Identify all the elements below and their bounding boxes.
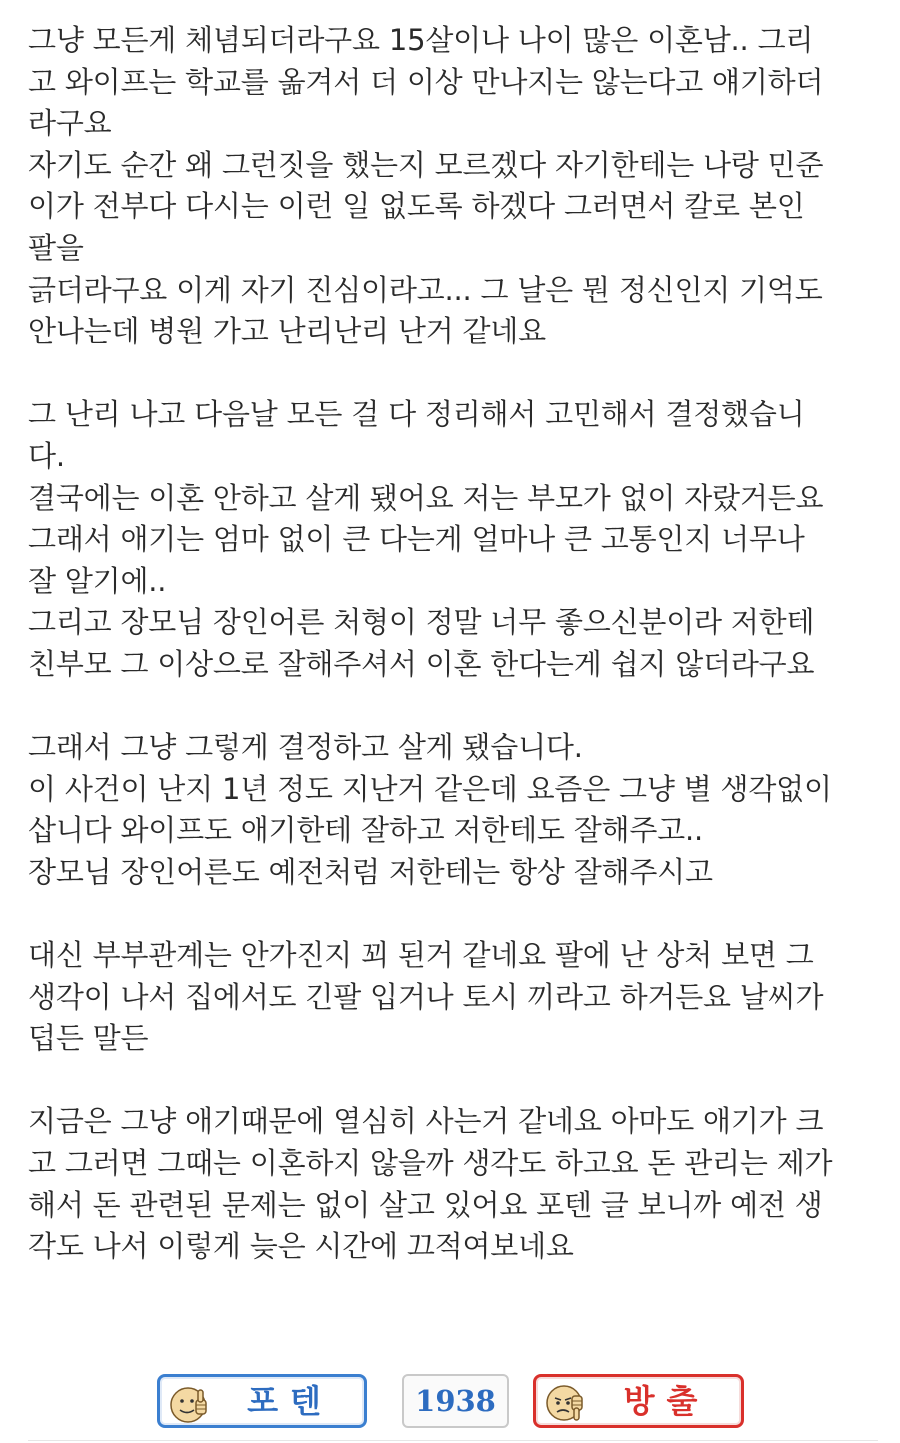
article-line: 그리고 장모님 장인어른 처형이 정말 너무 좋으신분이라 저한테 <box>28 605 815 640</box>
article-body <box>28 20 878 1268</box>
article-line: 그래서 그냥 그렇게 결정하고 살게 됐습니다. <box>28 730 583 765</box>
article-line: 다. <box>28 438 65 473</box>
article-line: 그 난리 나고 다음날 모든 걸 다 정리해서 고민해서 결정했습니 <box>28 397 805 432</box>
article-line: 생각이 나서 집에서도 긴팔 입거나 토시 끼라고 하거든요 날씨가 <box>28 979 824 1014</box>
article-line: 그냥 모든게 체념되더라구요 15살이나 나이 많은 이혼남.. 그리 <box>28 23 814 57</box>
article-line: 긁더라구요 이게 자기 진심이라고... 그 날은 뭔 정신인지 기억도 <box>28 272 823 307</box>
recommend-button[interactable] <box>157 1374 367 1428</box>
recommend-label: 포텐 <box>247 1382 333 1420</box>
vote-bar <box>0 1374 900 1434</box>
article-line: 해서 돈 관련된 문제는 없이 살고 있어요 포텐 글 보니까 예전 생 <box>28 1187 823 1222</box>
article-line: 고 그러면 그때는 이혼하지 않을까 생각도 하고요 돈 관리는 제가 <box>28 1146 833 1181</box>
report-label: 방출 <box>623 1382 710 1420</box>
thumbs-down-face-icon <box>544 1382 588 1426</box>
article-line: 삽니다 와이프도 애기한테 잘하고 저한테도 잘해주고.. <box>28 813 704 848</box>
paragraph-break <box>28 1060 878 1102</box>
article-line: 장모님 장인어른도 예전처럼 저한테는 항상 잘해주시고 <box>28 854 713 889</box>
article-line: 결국에는 이혼 안하고 살게 됐어요 저는 부모가 없이 자랐거든요 <box>28 480 824 515</box>
article-line: 지금은 그냥 애기때문에 열심히 사는거 같네요 아마도 애기가 크 <box>28 1104 824 1139</box>
divider <box>28 1440 878 1441</box>
article-line: 팔을 <box>28 230 84 265</box>
article-line: 고 와이프는 학교를 옮겨서 더 이상 만나지는 않는다고 얘기하더 <box>28 64 824 99</box>
article-line: 각도 나서 이렇게 늦은 시간에 끄적여보네요 <box>28 1229 574 1264</box>
paragraph-break <box>28 686 878 728</box>
article-line: 그래서 애기는 엄마 없이 큰 다는게 얼마나 큰 고통인지 너무나 <box>28 522 805 557</box>
article-line: 덥든 말든 <box>28 1021 149 1056</box>
report-button[interactable] <box>533 1374 744 1428</box>
article-line: 이 사건이 난지 1년 정도 지난거 같은데 요즘은 그냥 별 생각없이 <box>28 771 832 806</box>
article-line: 자기도 순간 왜 그런짓을 했는지 모르겠다 자기한테는 나랑 민준 <box>28 147 824 182</box>
paragraph-break <box>28 893 878 935</box>
thumbs-up-face-icon <box>168 1382 212 1426</box>
vote-count: 1938 <box>402 1374 509 1428</box>
article-line: 이가 전부다 다시는 이런 일 없도록 하겠다 그러면서 칼로 본인 <box>28 189 805 224</box>
article-line: 대신 부부관계는 안가진지 꾀 된거 같네요 팔에 난 상처 보면 그 <box>28 938 814 973</box>
article-line: 잘 알기에.. <box>28 563 167 598</box>
article-line: 친부모 그 이상으로 잘해주셔서 이혼 한다는게 쉽지 않더라구요 <box>28 646 815 681</box>
article-line: 안나는데 병원 가고 난리난리 난거 같네요 <box>28 314 546 349</box>
paragraph-break <box>28 353 878 395</box>
article-line: 라구요 <box>28 106 112 141</box>
